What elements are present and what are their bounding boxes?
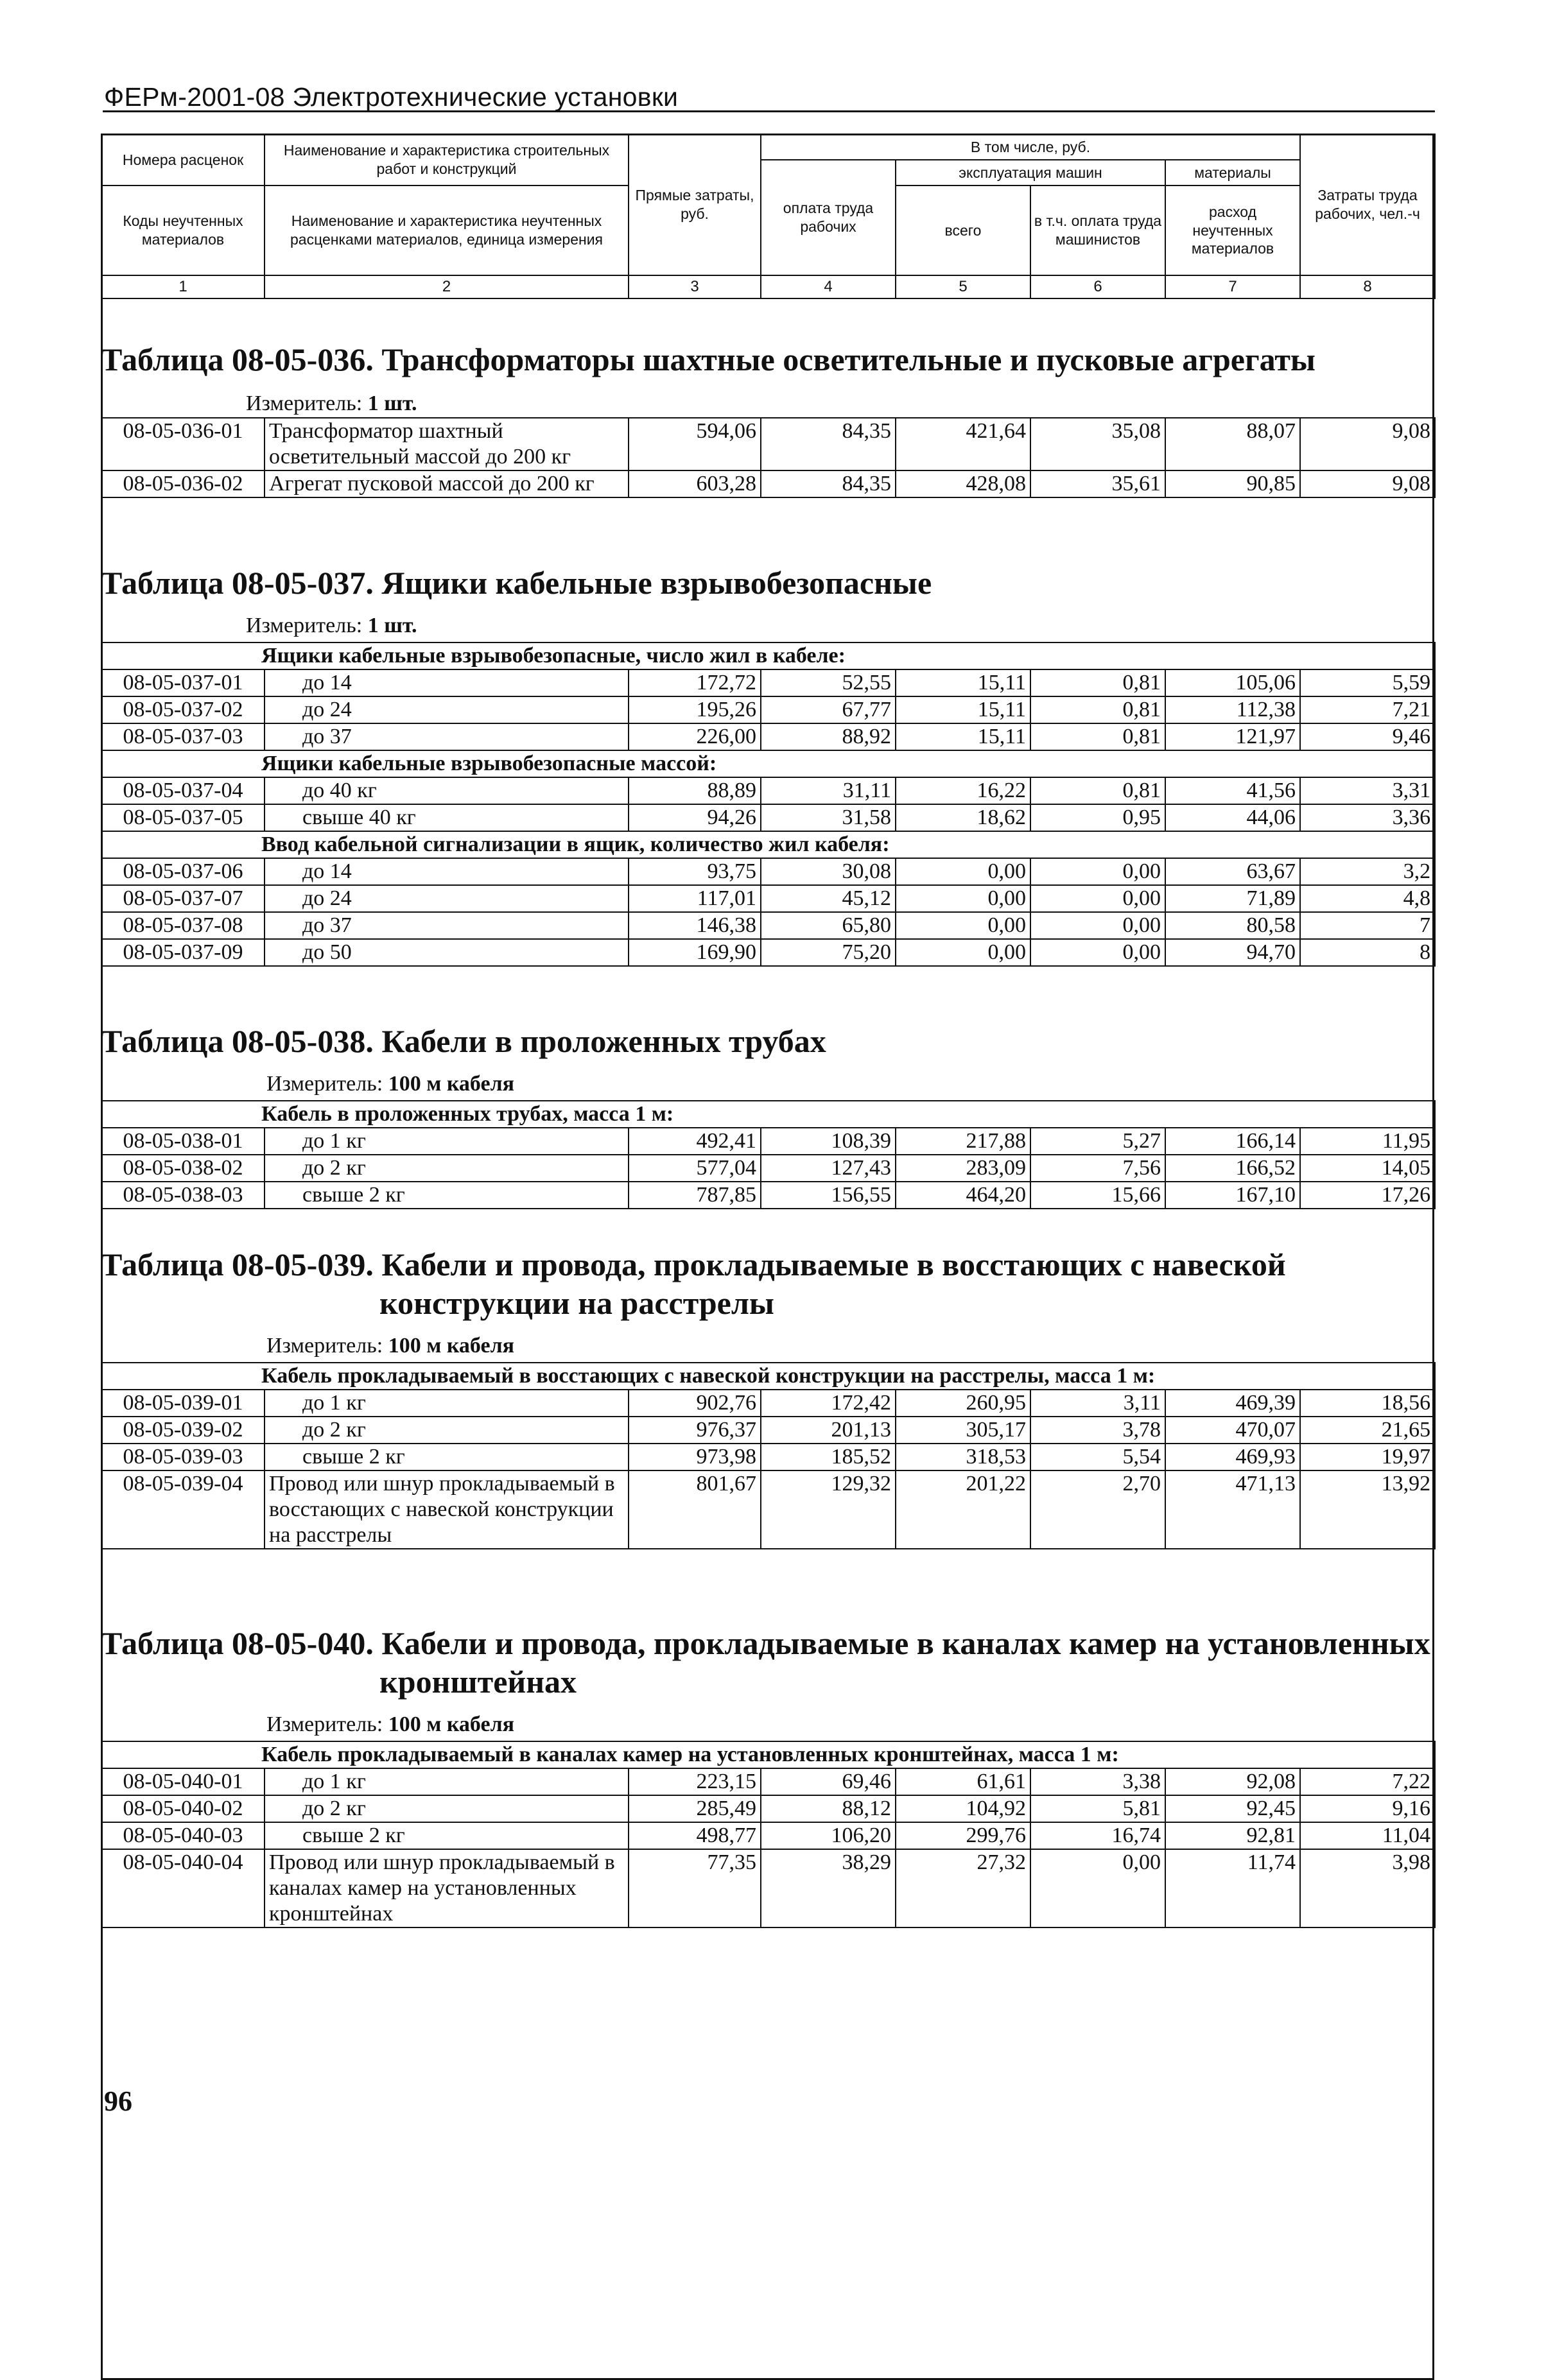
labor-pay: 75,20 [761,939,896,966]
materials-cost: 63,67 [1165,858,1300,885]
machines-cost: 18,62 [896,804,1030,831]
machines-cost: 0,00 [896,912,1030,939]
machines-cost: 0,00 [896,885,1030,912]
labor-pay: 31,11 [761,777,896,804]
labor-pay: 108,39 [761,1128,896,1155]
machines-cost: 318,53 [896,1444,1030,1470]
materials-cost: 121,97 [1165,723,1300,750]
rate-code: 08-05-037-02 [101,696,265,723]
direct-cost: 973,98 [629,1444,761,1470]
direct-cost: 976,37 [629,1417,761,1444]
materials-cost: 469,39 [1165,1390,1300,1417]
materials-cost: 80,58 [1165,912,1300,939]
direct-cost: 603,28 [629,470,761,497]
header-materials: материалы [1165,160,1300,185]
table-row [101,1390,1435,1417]
machinists-pay: 0,00 [1030,858,1165,885]
table-row [101,418,1435,470]
unit-line [246,614,417,638]
unit-line [266,1712,514,1737]
rate-name: до 1 кг [265,1390,629,1417]
rate-code: 08-05-038-02 [101,1155,265,1182]
machines-cost: 104,92 [896,1795,1030,1822]
header-codes-bottom: Коды неучтенных материалов [101,185,265,275]
machinists-pay: 0,81 [1030,669,1165,696]
rate-name: Трансформатор шахтный осветительный массой до 200 кг [265,418,629,470]
direct-cost: 223,15 [629,1768,761,1795]
machines-cost: 283,09 [896,1155,1030,1182]
col-number: 2 [265,275,629,298]
labor-pay: 185,52 [761,1444,896,1470]
labor-hours: 18,56 [1300,1390,1435,1417]
group-heading-row [101,750,1435,777]
materials-cost: 92,08 [1165,1768,1300,1795]
machines-cost: 15,11 [896,723,1030,750]
direct-cost: 117,01 [629,885,761,912]
table-row [101,1849,1435,1927]
rate-name: до 2 кг [265,1417,629,1444]
rate-name: Провод или шнур прокладываемый в восстающих с навеской конструкции на расстрелы [265,1470,629,1549]
machines-cost: 16,22 [896,777,1030,804]
rate-name: до 50 [265,939,629,966]
labor-pay: 106,20 [761,1822,896,1849]
labor-hours: 8 [1300,939,1435,966]
table-row [101,858,1435,885]
materials-cost: 41,56 [1165,777,1300,804]
materials-cost: 11,74 [1165,1849,1300,1927]
labor-hours: 19,97 [1300,1444,1435,1470]
machinists-pay: 16,74 [1030,1822,1165,1849]
labor-hours: 4,8 [1300,885,1435,912]
labor-hours: 5,59 [1300,669,1435,696]
group-heading: Ящики кабельные взрывобезопасные массой: [101,750,1435,777]
col-number: 1 [101,275,265,298]
materials-cost: 88,07 [1165,418,1300,470]
rate-name: Агрегат пусковой массой до 200 кг [265,470,629,497]
rate-code: 08-05-037-05 [101,804,265,831]
machines-cost: 464,20 [896,1182,1030,1209]
unit-value: 1 шт. [367,392,417,415]
rate-name: до 37 [265,912,629,939]
machines-cost: 217,88 [896,1128,1030,1155]
rate-code: 08-05-039-01 [101,1390,265,1417]
rate-code: 08-05-039-03 [101,1444,265,1470]
rate-code: 08-05-037-07 [101,885,265,912]
labor-hours: 3,31 [1300,777,1435,804]
rate-code: 08-05-036-01 [101,418,265,470]
machinists-pay: 35,08 [1030,418,1165,470]
col-number: 7 [1165,275,1300,298]
column-header [101,134,1434,299]
group-heading: Кабель прокладываемый в восстающих с навеской конструкции на расстрелы, масса 1 м: [101,1363,1435,1390]
table-row [101,939,1435,966]
table-row [101,696,1435,723]
section-title: Таблица 08-05-038. Кабели в проложенных трубах [101,1023,826,1059]
section-title-line1: Таблица 08-05-039. Кабели и провода, прокладываемые в восстающих с навеской [101,1246,1286,1282]
materials-cost: 90,85 [1165,470,1300,497]
rates-table [101,1100,1436,1209]
rate-name: свыше 2 кг [265,1182,629,1209]
labor-hours: 9,08 [1300,470,1435,497]
labor-hours: 9,46 [1300,723,1435,750]
rate-code: 08-05-040-04 [101,1849,265,1927]
header-name-top: Наименование и характеристика строительных работ и конструкций [265,134,629,185]
group-heading: Ввод кабельной сигнализации в ящик, количество жил кабеля: [101,831,1435,858]
rate-code: 08-05-037-08 [101,912,265,939]
header-machinists-pay: в т.ч. оплата труда машинистов [1030,185,1165,275]
rate-name: свыше 40 кг [265,804,629,831]
machinists-pay: 5,54 [1030,1444,1165,1470]
labor-pay: 67,77 [761,696,896,723]
labor-pay: 38,29 [761,1849,896,1927]
rate-name: до 37 [265,723,629,750]
machinists-pay: 0,81 [1030,723,1165,750]
labor-pay: 84,35 [761,418,896,470]
group-heading-row [101,1741,1435,1768]
machinists-pay: 0,81 [1030,696,1165,723]
rate-code: 08-05-040-03 [101,1822,265,1849]
rate-name: до 24 [265,696,629,723]
direct-cost: 226,00 [629,723,761,750]
col-number: 4 [761,275,896,298]
rate-name: до 14 [265,669,629,696]
unit-value: 100 м кабеля [388,1712,515,1736]
group-heading: Кабель прокладываемый в каналах камер на установленных кронштейнах, масса 1 м: [101,1741,1435,1768]
labor-hours: 3,2 [1300,858,1435,885]
group-heading-row [101,1363,1435,1390]
header-materials-unaccounted: расход неучтенных материалов [1165,185,1300,275]
direct-cost: 146,38 [629,912,761,939]
header-including: В том числе, руб. [761,134,1300,160]
rate-code: 08-05-037-06 [101,858,265,885]
unit-label: Измеритель: [266,1712,383,1736]
materials-cost: 44,06 [1165,804,1300,831]
labor-pay: 65,80 [761,912,896,939]
machinists-pay: 3,38 [1030,1768,1165,1795]
unit-value: 100 м кабеля [388,1072,515,1096]
machinists-pay: 0,00 [1030,885,1165,912]
direct-cost: 594,06 [629,418,761,470]
machinists-pay: 0,00 [1030,1849,1165,1927]
rates-table [101,417,1436,498]
labor-hours: 11,04 [1300,1822,1435,1849]
materials-cost: 469,93 [1165,1444,1300,1470]
labor-pay: 127,43 [761,1155,896,1182]
col-number: 5 [896,275,1030,298]
machines-cost: 15,11 [896,696,1030,723]
labor-hours: 17,26 [1300,1182,1435,1209]
labor-hours: 7,22 [1300,1768,1435,1795]
direct-cost: 787,85 [629,1182,761,1209]
rate-name: свыше 2 кг [265,1444,629,1470]
rate-name: свыше 2 кг [265,1822,629,1849]
section-title-line2: кронштейнах [379,1664,577,1700]
materials-cost: 471,13 [1165,1470,1300,1549]
machinists-pay: 3,78 [1030,1417,1165,1444]
machines-cost: 0,00 [896,939,1030,966]
rate-name: до 2 кг [265,1155,629,1182]
rate-name: до 24 [265,885,629,912]
unit-value: 100 м кабеля [388,1334,515,1358]
direct-cost: 492,41 [629,1128,761,1155]
labor-pay: 201,13 [761,1417,896,1444]
rate-name: до 40 кг [265,777,629,804]
rate-code: 08-05-036-02 [101,470,265,497]
unit-label: Измеритель: [266,1334,383,1358]
machines-cost: 260,95 [896,1390,1030,1417]
unit-line [266,1072,514,1096]
table-row [101,723,1435,750]
header-labor-costs: Затраты труда рабочих, чел.-ч [1300,134,1435,275]
rates-table [101,1362,1436,1549]
unit-label: Измеритель: [246,614,363,637]
rate-name: до 14 [265,858,629,885]
group-heading: Ящики кабельные взрывобезопасные, число жил в кабеле: [101,642,1435,669]
machines-cost: 27,32 [896,1849,1030,1927]
table-row [101,1768,1435,1795]
header-codes-top: Номера расценок [101,134,265,185]
table-row [101,1470,1435,1549]
direct-cost: 801,67 [629,1470,761,1549]
table-row [101,804,1435,831]
unit-line [266,1334,514,1358]
machinists-pay: 7,56 [1030,1155,1165,1182]
direct-cost: 285,49 [629,1795,761,1822]
group-heading-row [101,642,1435,669]
labor-pay: 45,12 [761,885,896,912]
rate-code: 08-05-037-04 [101,777,265,804]
col-number: 6 [1030,275,1165,298]
machinists-pay: 0,00 [1030,912,1165,939]
direct-cost: 93,75 [629,858,761,885]
header-direct: Прямые затраты, руб. [629,134,761,275]
rate-code: 08-05-040-01 [101,1768,265,1795]
column-header-table [101,134,1436,299]
machinists-pay: 5,81 [1030,1795,1165,1822]
machinists-pay: 15,66 [1030,1182,1165,1209]
table-row [101,777,1435,804]
direct-cost: 88,89 [629,777,761,804]
materials-cost: 92,81 [1165,1822,1300,1849]
labor-pay: 30,08 [761,858,896,885]
rates-table [101,1741,1436,1928]
table-row [101,1417,1435,1444]
machines-cost: 61,61 [896,1768,1030,1795]
unit-label: Измеритель: [266,1072,383,1096]
labor-hours: 14,05 [1300,1155,1435,1182]
direct-cost: 94,26 [629,804,761,831]
unit-line [246,392,417,416]
direct-cost: 77,35 [629,1849,761,1927]
table-row [101,470,1435,497]
unit-value: 1 шт. [367,614,417,637]
labor-pay: 129,32 [761,1470,896,1549]
group-heading: Кабель в проложенных трубах, масса 1 м: [101,1101,1435,1128]
header-name-bottom: Наименование и характеристика неучтенных расценками материалов, единица измерения [265,185,629,275]
rate-code: 08-05-039-02 [101,1417,265,1444]
col-number: 8 [1300,275,1435,298]
labor-pay: 84,35 [761,470,896,497]
table-row [101,1795,1435,1822]
direct-cost: 195,26 [629,696,761,723]
header-machines: эксплуатация машин [896,160,1165,185]
table-row [101,1444,1435,1470]
table-row [101,912,1435,939]
materials-cost: 105,06 [1165,669,1300,696]
labor-pay: 172,42 [761,1390,896,1417]
col-number: 3 [629,275,761,298]
machines-cost: 305,17 [896,1417,1030,1444]
machinists-pay: 0,95 [1030,804,1165,831]
unit-label: Измеритель: [246,392,363,415]
table-row [101,885,1435,912]
rate-code: 08-05-039-04 [101,1470,265,1549]
direct-cost: 577,04 [629,1155,761,1182]
labor-hours: 9,16 [1300,1795,1435,1822]
machinists-pay: 35,61 [1030,470,1165,497]
rate-code: 08-05-038-03 [101,1182,265,1209]
machines-cost: 428,08 [896,470,1030,497]
labor-hours: 3,98 [1300,1849,1435,1927]
labor-pay: 156,55 [761,1182,896,1209]
direct-cost: 172,72 [629,669,761,696]
group-heading-row [101,831,1435,858]
machinists-pay: 3,11 [1030,1390,1165,1417]
section-title [101,1245,1286,1322]
materials-cost: 166,14 [1165,1128,1300,1155]
machinists-pay: 2,70 [1030,1470,1165,1549]
labor-hours: 13,92 [1300,1470,1435,1549]
labor-pay: 52,55 [761,669,896,696]
machines-cost: 15,11 [896,669,1030,696]
materials-cost: 94,70 [1165,939,1300,966]
section-title-line1: Таблица 08-05-040. Кабели и провода, прокладываемые в каналах камер на установленных [101,1625,1430,1661]
table-row [101,669,1435,696]
materials-cost: 112,38 [1165,696,1300,723]
direct-cost: 169,90 [629,939,761,966]
rate-code: 08-05-040-02 [101,1795,265,1822]
section-title [101,1624,1430,1701]
rate-name: Провод или шнур прокладываемый в каналах камер на установленных кронштейнах [265,1849,629,1927]
machinists-pay: 0,00 [1030,939,1165,966]
labor-hours: 7,21 [1300,696,1435,723]
machines-cost: 421,64 [896,418,1030,470]
rate-name: до 1 кг [265,1128,629,1155]
labor-hours: 11,95 [1300,1128,1435,1155]
labor-hours: 7 [1300,912,1435,939]
materials-cost: 167,10 [1165,1182,1300,1209]
machines-cost: 299,76 [896,1822,1030,1849]
machines-cost: 0,00 [896,858,1030,885]
group-heading-row [101,1101,1435,1128]
rate-name: до 2 кг [265,1795,629,1822]
page-number: 96 [104,2085,132,2117]
table-row [101,1128,1435,1155]
direct-cost: 902,76 [629,1390,761,1417]
section-title-line2: конструкции на расстрелы [379,1285,774,1321]
table-row [101,1822,1435,1849]
rates-table [101,642,1436,967]
materials-cost: 92,45 [1165,1795,1300,1822]
document-header-title: ФЕРм-2001-08 Электротехнические установки [104,82,679,112]
labor-pay: 88,12 [761,1795,896,1822]
machinists-pay: 5,27 [1030,1128,1165,1155]
rate-code: 08-05-037-03 [101,723,265,750]
rate-code: 08-05-037-01 [101,669,265,696]
materials-cost: 470,07 [1165,1417,1300,1444]
labor-hours: 3,36 [1300,804,1435,831]
table-row [101,1155,1435,1182]
machinists-pay: 0,81 [1030,777,1165,804]
header-machines-total: всего [896,185,1030,275]
rate-name: до 1 кг [265,1768,629,1795]
labor-pay: 88,92 [761,723,896,750]
labor-pay: 69,46 [761,1768,896,1795]
labor-hours: 21,65 [1300,1417,1435,1444]
table-row [101,1182,1435,1209]
rate-code: 08-05-038-01 [101,1128,265,1155]
labor-pay: 31,58 [761,804,896,831]
header-labor-pay: оплата труда рабочих [761,160,896,275]
section-title: Таблица 08-05-037. Ящики кабельные взрывобезопасные [101,565,932,601]
rate-code: 08-05-037-09 [101,939,265,966]
section-title: Таблица 08-05-036. Трансформаторы шахтные осветительные и пусковые агрегаты [101,341,1316,377]
header-rule [103,110,1435,112]
materials-cost: 166,52 [1165,1155,1300,1182]
materials-cost: 71,89 [1165,885,1300,912]
machines-cost: 201,22 [896,1470,1030,1549]
direct-cost: 498,77 [629,1822,761,1849]
labor-hours: 9,08 [1300,418,1435,470]
